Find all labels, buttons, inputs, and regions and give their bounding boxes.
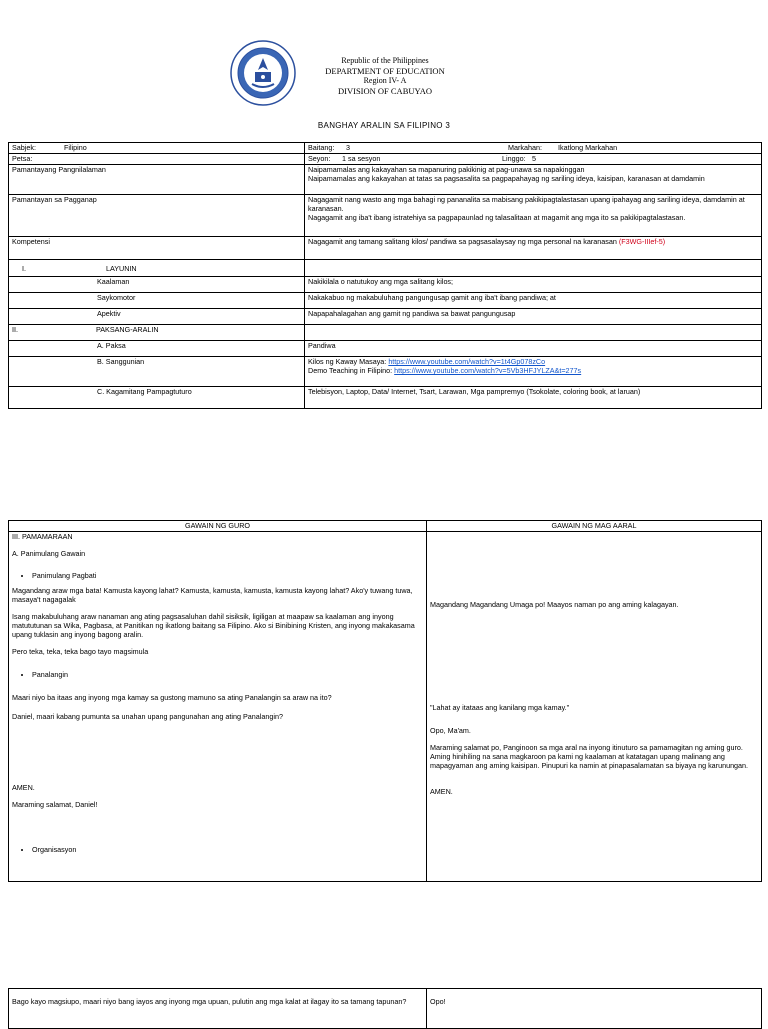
markahan-value: Ikatlong Markahan <box>558 143 618 152</box>
header-republic: Republic of the Philippines <box>341 56 429 65</box>
aaral-opo: Opo, Ma'am. <box>430 726 471 735</box>
table-row <box>9 532 762 882</box>
sabjek-label: Sabjek: <box>12 143 36 152</box>
pangnilalaman-value-1: Naipamamalas ang kakayahan sa mapanuring pakikinig at pag-unawa sa napakinggan <box>308 165 585 174</box>
kagamitan-value: Telebisyon, Laptop, Data/ Internet, Tsart, Larawan, Mga pampremyo (Tsokolate, coloring book, at laruan) <box>305 387 762 409</box>
layunin-num: I. <box>22 264 26 273</box>
sanggunian-line1-text: Kilos ng Kaway Masaya: <box>308 357 389 366</box>
kaalaman-label: Kaalaman <box>9 277 305 293</box>
table-row <box>9 387 762 409</box>
sanggunian-link-1[interactable]: https://www.youtube.com/watch?v=1t4Gp078zCo <box>388 357 546 366</box>
header-block <box>290 56 480 96</box>
table-row <box>9 309 762 325</box>
aaral-raise: "Lahat ay itataas ang kanilang mga kamay." <box>430 703 570 712</box>
table-row <box>9 341 762 357</box>
aaral-greet: Magandang Magandang Umaga po! Maayos naman po ang aming kalagayan. <box>430 600 679 609</box>
header-department: DEPARTMENT OF EDUCATION <box>325 66 445 76</box>
panimulang-gawain-heading: A. Panimulang Gawain <box>12 549 86 558</box>
linggo-value: 5 <box>532 154 536 163</box>
table-row <box>9 260 762 277</box>
kagamitan-label: C. Kagamitang Pampagtuturo <box>9 387 305 409</box>
sabjek-value: Filipino <box>64 143 87 152</box>
saykomotor-label: Saykomotor <box>9 293 305 309</box>
pagganap-value-2: Nagagamit ang iba't ibang istratehiya sa pagpapaunlad ng talasalitaan at magamit ang mga ito sa pakikipagtalastasan. <box>308 213 686 222</box>
guro-salamat: Maraming salamat, Daniel! <box>12 800 98 809</box>
baitang-value: 3 <box>346 143 350 152</box>
seyon-value: 1 sa sesyon <box>342 154 381 163</box>
guro-teka: Pero teka, teka, teka bago tayo magsimula <box>12 647 149 656</box>
paksa-value: Pandiwa <box>305 341 762 357</box>
sanggunian-line2-text: Demo Teaching in Filipino: <box>308 366 395 375</box>
guro-prayer-question: Maari niyo ba itaas ang inyong mga kamay sa gustong mamuno sa ating Panalangin sa araw na ito? <box>12 693 332 702</box>
header-region: Region IV- A <box>363 76 407 85</box>
pangnilalaman-value-2: Naipamamalas ang kakayahan at tatas sa pagsasalita sa pagpapahayag ng sariling ideya, kaisipan, karanasan at damdamin <box>308 174 705 183</box>
guro-amen: AMEN. <box>12 783 35 792</box>
info-table <box>8 142 762 409</box>
deped-seal-icon <box>230 40 296 106</box>
table-row <box>9 293 762 309</box>
guro-column <box>9 532 427 882</box>
panimulang-pagbati-item: • Panimulang Pagbati <box>32 571 423 580</box>
table-row <box>9 521 762 532</box>
activity-table <box>8 520 762 882</box>
paksang-label: PAKSANG-ARALIN <box>96 325 159 334</box>
table-row <box>9 277 762 293</box>
kompetensi-value: Nagagamit ang tamang salitang kilos/ pandiwa sa pagsasalaysay ng mga personal na karanasan <box>308 237 617 246</box>
kompetensi-label: Kompetensi <box>9 237 305 260</box>
petsa-label: Petsa: <box>9 154 305 165</box>
paksa-label: A. Paksa <box>9 341 305 357</box>
table-row <box>9 357 762 387</box>
col-header-guro: GAWAIN NG GURO <box>9 521 427 532</box>
guro-intro: Isang makabuluhang araw nanaman ang ating pagsasaluhan dahil sisiksik, ligiligan at maapaw sa kaalaman ang inyong matututunan sa Wika, Pagbasa, at Panitikan ng ikatlong baitang sa Filipino. Ako si Binibining Kristen, ang inyong makakasama upang tuklasin ang inyong bagong aralin. <box>12 612 415 639</box>
linggo-label: Linggo: <box>502 154 526 163</box>
table-row <box>9 143 762 154</box>
header-division: DIVISION OF CABUYAO <box>338 86 432 96</box>
bottom-aaral-text: Opo! <box>427 989 762 1029</box>
table-row <box>9 237 762 260</box>
table-row <box>9 195 762 237</box>
pagganap-label: Pamantayan sa Pagganap <box>9 195 305 237</box>
guro-greet: Magandang araw mga bata! Kamusta kayong lahat? Kamusta, kamusta, kamusta, kamusta kayong lahat? Ako'y tuwang tuwa, masaya't nagagalak <box>12 586 413 604</box>
pangnilalaman-label: Pamantayang Pangnilalaman <box>9 165 305 195</box>
saykomotor-value: Nakakabuo ng makabuluhang pangungusap gamit ang iba't ibang pandiwa; at <box>305 293 762 309</box>
layunin-label: LAYUNIN <box>106 264 137 273</box>
pamamaraan-heading: III. PAMAMARAAN <box>12 532 73 541</box>
paksang-num: II. <box>12 325 18 334</box>
apektiv-value: Napapahalagahan ang gamit ng pandiwa sa bawat pangungusap <box>305 309 762 325</box>
sanggunian-label: B. Sanggunian <box>9 357 305 387</box>
col-header-magaaral: GAWAIN NG MAG AARAL <box>427 521 762 532</box>
aaral-prayer: Maraming salamat po, Panginoon sa mga aral na inyong itinuturo sa pamamagitan ng aming guro. Aming hinihiling na sana magkaroon pa kami ng kaalaman at katatagan upang malinang ang mapagyaman ang aming kaisipan. Pinupuri ka namin at pinapasalamatan sa biyaya ng karunungan. <box>430 743 749 770</box>
sanggunian-link-2[interactable]: https://www.youtube.com/watch?v=5Vb3HFJYLZA&t=277s <box>394 366 582 375</box>
table-row <box>9 325 762 341</box>
document-title: BANGHAY ARALIN SA FILIPINO 3 <box>317 121 451 130</box>
bottom-guro-text: Bago kayo magsiupo, maari niyo bang iayos ang inyong mga upuan, pulutin ang mga kalat at ilagay ito sa tamang tapunan? <box>9 989 427 1029</box>
pagganap-value-1: Nagagamit nang wasto ang mga bahagi ng pananalita sa mabisang pakikipagtalastasan upang ipahayag ang sariling ideya, damdamin at karanasan. <box>308 195 745 213</box>
guro-daniel: Daniel, maari kabang pumunta sa unahan upang pangunahan ang ating Panalangin? <box>12 712 283 721</box>
magaaral-column <box>427 532 762 882</box>
table-row <box>9 154 762 165</box>
baitang-label: Baitang: <box>308 143 335 152</box>
table-row <box>9 989 762 1029</box>
apektiv-label: Apektiv <box>9 309 305 325</box>
organisasyon-item: • Organisasyon <box>32 845 423 854</box>
kaalaman-value: Nakikilala o natutukoy ang mga salitang kilos; <box>305 277 762 293</box>
panalangin-item: • Panalangin <box>32 670 423 679</box>
table-row <box>9 165 762 195</box>
bottom-table <box>8 988 762 1029</box>
aaral-amen: AMEN. <box>430 787 453 796</box>
markahan-label: Markahan: <box>508 143 542 152</box>
seyon-label: Seyon: <box>308 154 331 163</box>
kompetensi-code: (F3WG-IIIef-5) <box>618 237 666 246</box>
